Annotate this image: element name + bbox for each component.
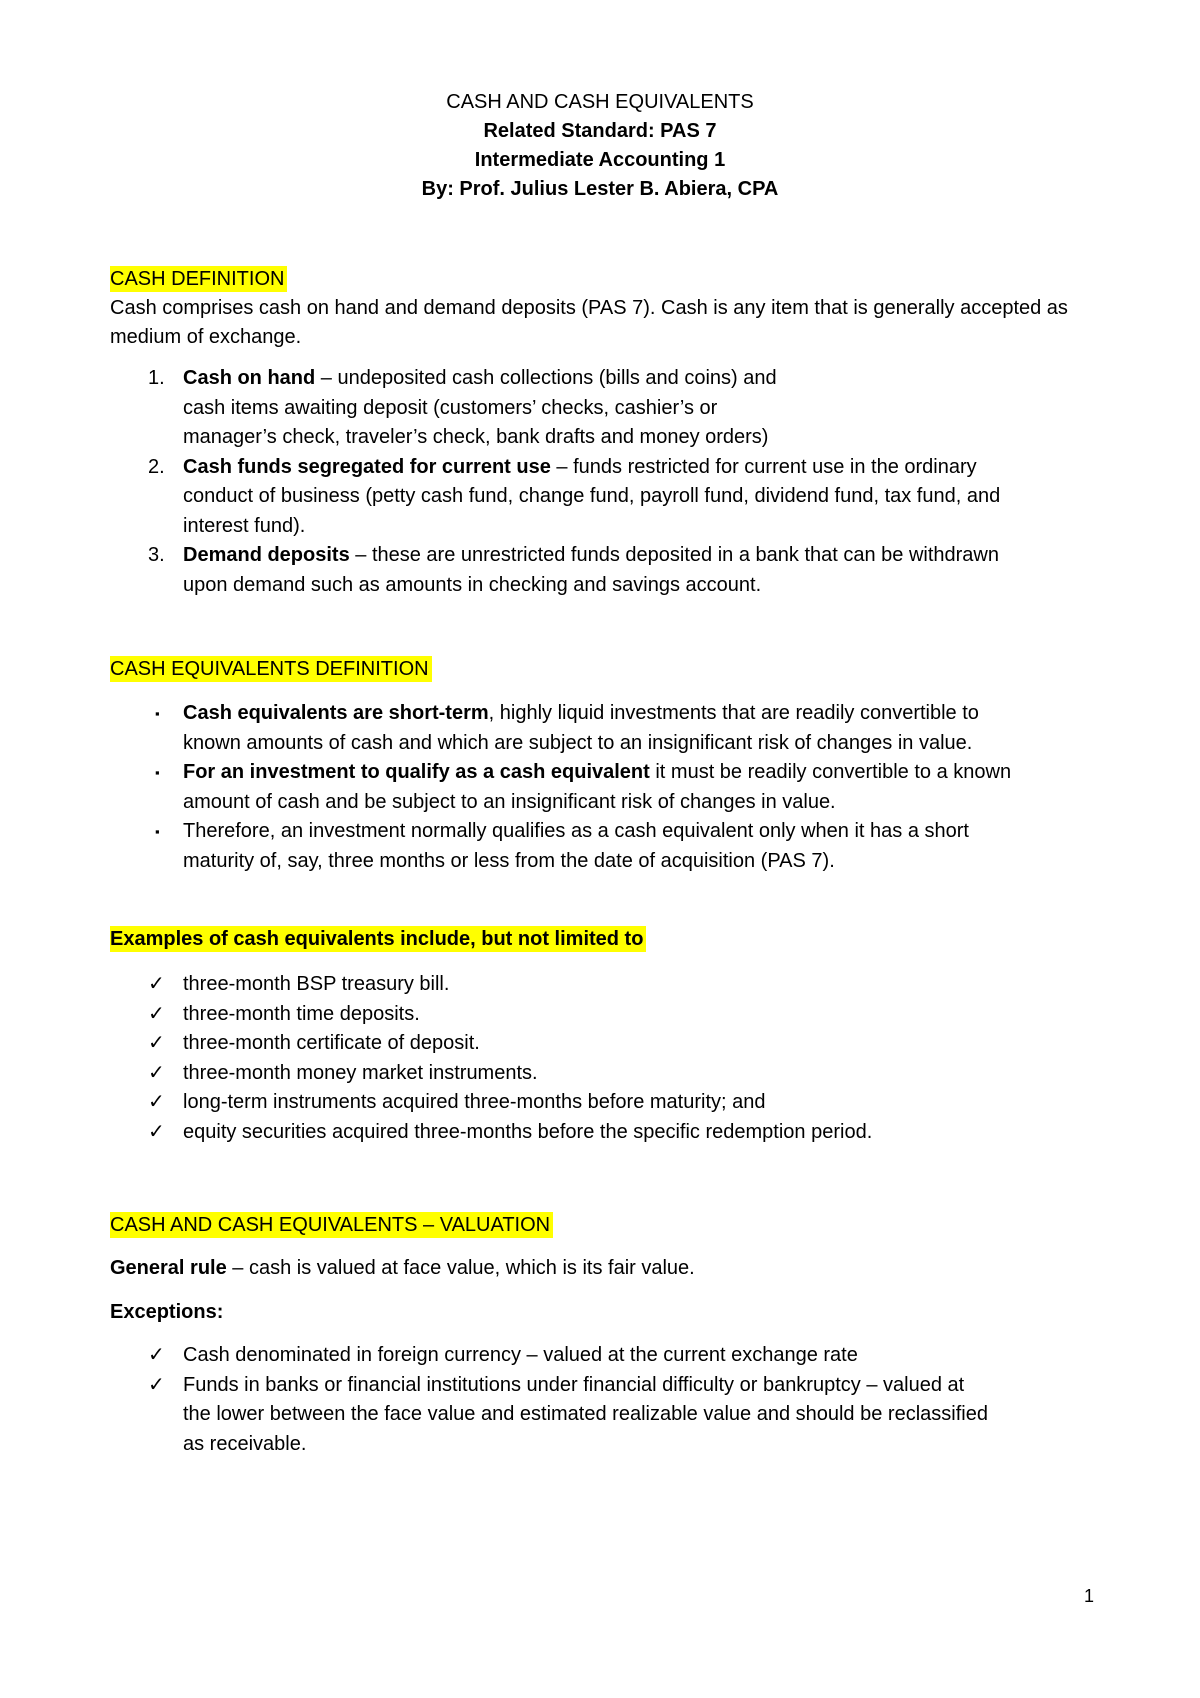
document-header: [0, 88, 1200, 204]
item-term: Demand deposits: [183, 544, 350, 566]
list-item: [110, 1088, 1110, 1118]
list-item: [110, 364, 1110, 453]
item-term: Cash on hand: [183, 367, 316, 389]
checkmark-icon: ✓: [148, 973, 165, 995]
list-item: [110, 970, 1110, 1000]
list-item: [110, 699, 1110, 758]
document-title: CASH AND CASH EQUIVALENTS: [446, 91, 754, 113]
general-rule-term: General rule: [110, 1257, 227, 1279]
author-line: By: Prof. Julius Lester B. Abiera, CPA: [421, 178, 779, 200]
page-number: 1: [1083, 1586, 1094, 1606]
item-text: as receivable.: [183, 1432, 307, 1455]
item-text: maturity of, say, three months or less from the date of acquisition (PAS 7).: [183, 849, 835, 872]
item-text: three-month time deposits.: [183, 1002, 420, 1025]
item-text: long-term instruments acquired three-months before maturity; and: [183, 1091, 766, 1113]
list-item: [110, 817, 1110, 876]
checkmark-icon: ✓: [148, 1032, 165, 1054]
item-text: known amounts of cash and which are subject to an insignificant risk of changes in value.: [183, 731, 973, 754]
item-text: three-month money market instruments.: [183, 1061, 538, 1084]
general-rule-text: – cash is valued at face value, which is its fair value.: [226, 1257, 695, 1279]
square-bullet-icon: ▪: [155, 765, 160, 780]
checkmark-icon: ✓: [148, 1002, 165, 1025]
list-item: [110, 1118, 1110, 1148]
item-text: – undeposited cash collections (bills and coins) and: [315, 367, 777, 389]
item-text: three-month certificate of deposit.: [183, 1032, 480, 1054]
exceptions-list: [110, 1341, 1110, 1459]
cash-intro: Cash comprises cash on hand and demand deposits (PAS 7). Cash is any item that is generally accepted as medium of exchange.: [110, 297, 1068, 348]
list-item: [110, 1029, 1110, 1059]
section-heading: CASH DEFINITION: [110, 266, 287, 292]
checkmark-icon: ✓: [148, 1373, 165, 1396]
course-name: Intermediate Accounting 1: [474, 149, 726, 171]
exceptions-label: Exceptions:: [110, 1301, 224, 1323]
list-marker: 3.: [148, 544, 165, 566]
list-item: [110, 758, 1110, 817]
list-item: [110, 1341, 1110, 1371]
list-item: [110, 541, 1110, 600]
item-text: amount of cash and be subject to an insignificant risk of changes in value.: [183, 790, 836, 813]
checkmark-icon: ✓: [148, 1120, 165, 1143]
item-text: upon demand such as amounts in checking and savings account.: [183, 573, 762, 596]
item-term: Cash funds segregated for current use: [183, 455, 551, 478]
item-text: it must be readily convertible to a known: [649, 761, 1012, 783]
checkmark-icon: ✓: [148, 1061, 165, 1084]
checkmark-icon: ✓: [148, 1091, 165, 1113]
item-text: – these are unrestricted funds deposited in a bank that can be withdrawn: [349, 544, 999, 566]
item-text: manager’s check, traveler’s check, bank drafts and money orders): [183, 426, 769, 448]
list-item: [110, 1000, 1110, 1030]
general-rule: [110, 1254, 1110, 1283]
section-examples: [110, 926, 1110, 1147]
item-text: interest fund).: [183, 514, 306, 537]
cash-items-list: [110, 364, 1110, 600]
item-text: – funds restricted for current use in the ordinary: [550, 455, 977, 478]
square-bullet-icon: ▪: [155, 824, 160, 839]
item-term: For an investment to qualify as a cash equivalent: [183, 761, 650, 783]
item-text: Funds in banks or financial institutions under financial difficulty or bankruptcy – valued at: [183, 1373, 965, 1396]
list-item: [110, 453, 1110, 542]
checkmark-icon: ✓: [148, 1344, 165, 1366]
item-text: the lower between the face value and estimated realizable value and should be reclassified: [183, 1403, 988, 1425]
item-text: conduct of business (petty cash fund, change fund, payroll fund, dividend fund, tax fund, and: [183, 485, 1001, 507]
list-item: [110, 1371, 1110, 1460]
section-heading: CASH AND CASH EQUIVALENTS – VALUATION: [110, 1212, 553, 1238]
section-heading: Examples of cash equivalents include, but not limited to: [110, 926, 646, 952]
section-heading: CASH EQUIVALENTS DEFINITION: [110, 656, 432, 682]
item-text: equity securities acquired three-months before the specific redemption period.: [183, 1120, 873, 1143]
item-text: Therefore, an investment normally qualifies as a cash equivalent only when it has a short: [183, 820, 969, 842]
section-valuation: [110, 1212, 1110, 1459]
item-text: three-month BSP treasury bill.: [183, 973, 450, 995]
section-cash-equivalents-definition: [110, 656, 1110, 876]
item-term: Cash equivalents are short-term: [183, 702, 489, 724]
section-cash-definition: [110, 266, 1110, 600]
item-text: Cash denominated in foreign currency – valued at the current exchange rate: [183, 1344, 858, 1366]
list-marker: 2.: [148, 455, 165, 478]
list-marker: 1.: [148, 367, 165, 389]
list-item: [110, 1059, 1110, 1089]
cash-equivalents-list: [110, 699, 1110, 876]
related-standard: Related Standard: PAS 7: [483, 120, 717, 142]
item-text: cash items awaiting deposit (customers’ checks, cashier’s or: [183, 396, 718, 419]
item-text: , highly liquid investments that are readily convertible to: [488, 702, 979, 724]
square-bullet-icon: ▪: [155, 706, 160, 721]
examples-list: [110, 970, 1110, 1147]
